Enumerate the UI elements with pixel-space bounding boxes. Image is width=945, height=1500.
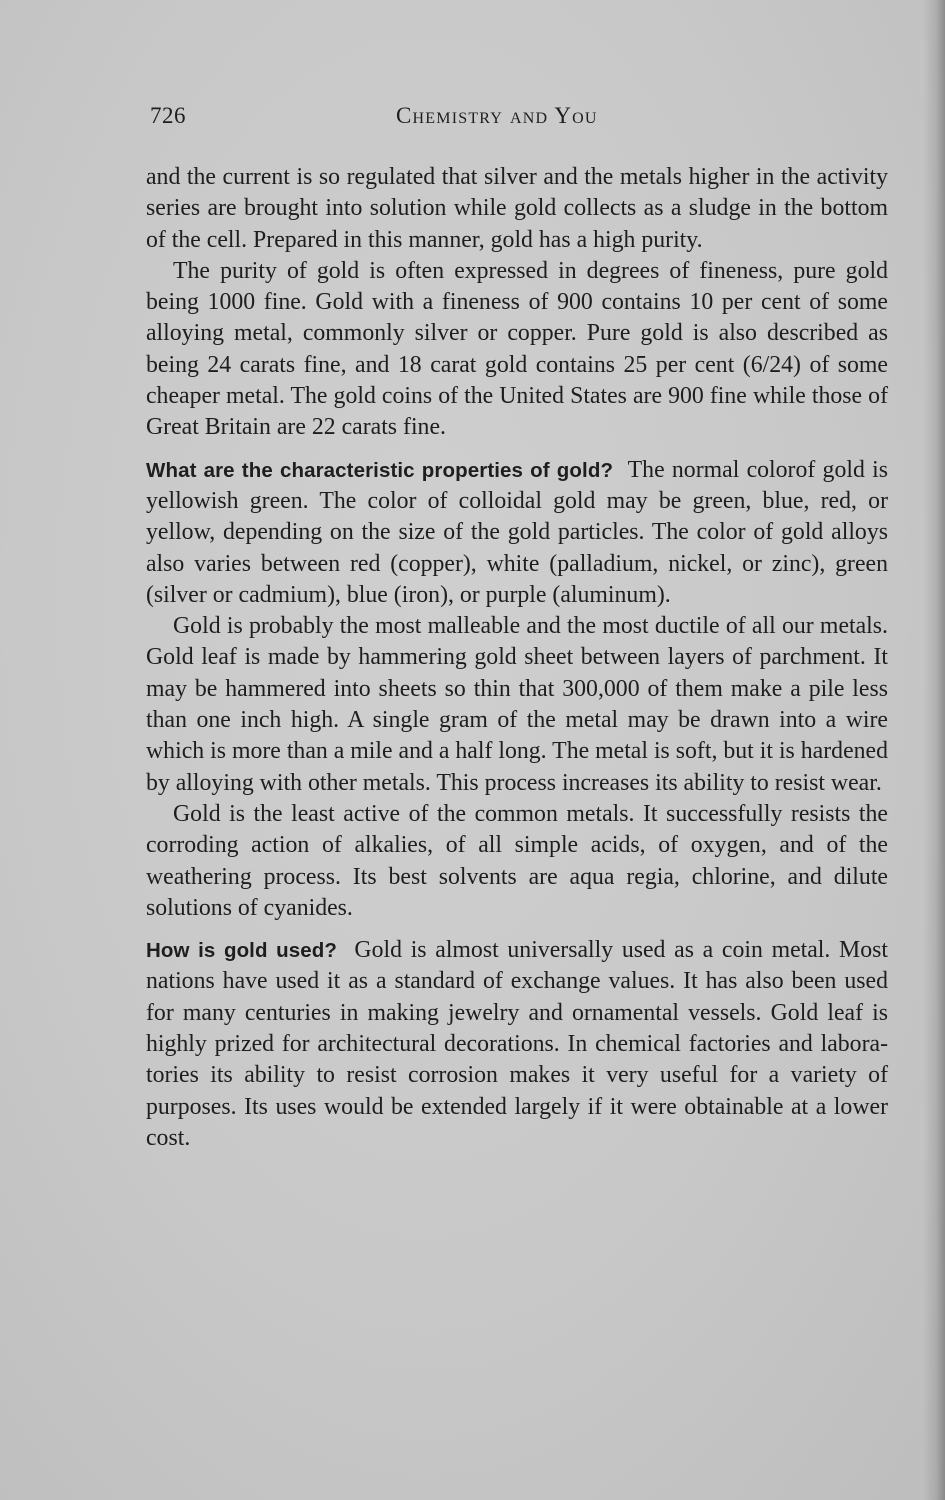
running-title: Chemistry and You <box>396 103 598 128</box>
body-text <box>146 162 888 1154</box>
section-text-properties: The normal colorof gold is yellowish green. The color of colloidal gold may be green, blue, red, or yellow, depending on the size of the gold particles. The color of gold alloys also varies between red (copper), white (palladium, nickel, or zinc), green (silver or cadmium), blue (iron), or purple (aluminum). <box>146 456 888 608</box>
section-uses <box>146 935 888 1154</box>
running-head <box>150 103 890 139</box>
page-number: 726 <box>150 103 186 128</box>
section-properties <box>146 455 888 611</box>
paragraph-activity: Gold is the least active of the common metals. It successfully resists the corroding action of alkalies, of all simple acids, of oxygen, and of the weathering process. Its best solvents are aqua regia, chlorine, and dilute solutions of cyanides. <box>146 800 888 921</box>
paragraph-continued: and the current is so regulated that silver and the metals higher in the activity series are brought into solution while gold collects as a sludge in the bottom of the cell. Prepared in this manner, gold has a high purity. <box>146 164 888 253</box>
section-text-uses: Gold is almost universally used as a coin metal. Most nations have used it as a standard of exchange values. It has also been used for many centuries in making jewelry and ornamental vessels. Gold leaf is highly prized for architectural decorations. In chemical factories and laboratories its ability to resist corrosion makes it very useful for a variety of purposes. Its uses would be extended largely if it were obtainable at a lower cost. <box>146 937 888 1151</box>
section-heading-uses: How is gold used? <box>146 939 338 963</box>
section-heading-properties: What are the characteristic properties of gold? <box>146 458 614 482</box>
paragraph-malleability: Gold is probably the most malleable and the most ductile of all our metals. Gold leaf is made by hammering gold sheet between layers of parchment. It may be hammered into sheets so thin that 300,000 of them make a pile less than one inch high. A single gram of the metal may be drawn into a wire which is more than a mile and a half long. The metal is soft, but it is hardened by alloying with other metals. This process increases its ability to resist wear. <box>146 613 888 796</box>
paragraph-fineness: The purity of gold is often expressed in degrees of fineness, pure gold being 1000 fine. Gold with a fineness of 900 contains 10 per cent of some alloying metal, commonly silver or copper. Pure gold is also described as being 24 carats fine, and 18 carat gold contains 25 per cent (6/24) of some cheaper metal. The gold coins of the United States are 900 fine while those of Great Britain are 22 carats fine. <box>146 257 888 441</box>
